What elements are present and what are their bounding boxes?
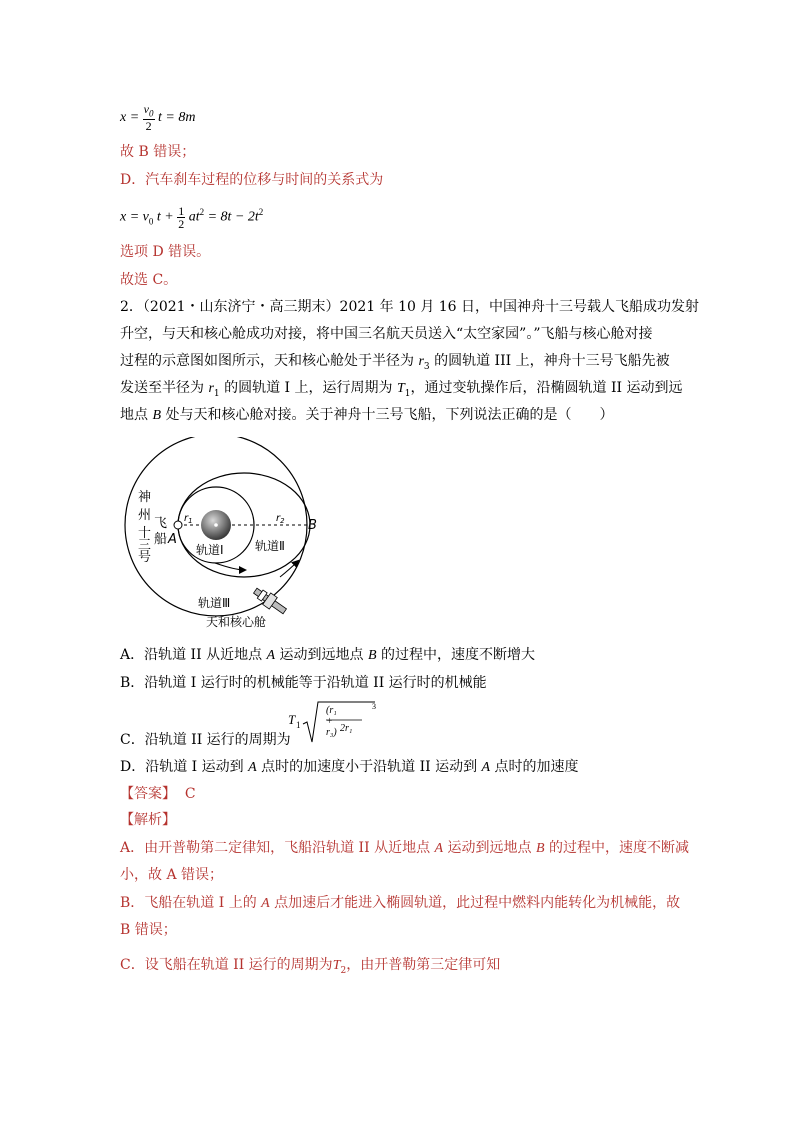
label-shenzhou-5: 号	[138, 550, 152, 565]
equation-position-time: $x = v_0$ t + $\frac{1}{2}$ $at^2 = 8t - 2t^2$	[120, 203, 264, 231]
analysis-b-line-1: B．飞船在轨道 I 上的 A 点加速后才能进入椭圆轨道，此过程中燃料内能转化为机械能，故	[120, 895, 681, 911]
label-orbit-3: 轨道Ⅲ	[198, 596, 231, 610]
label-orbit-1: 轨道Ⅰ	[196, 543, 224, 557]
label-feichuan-2: 船	[154, 532, 168, 547]
orbit-diagram	[120, 437, 320, 632]
label-shenzhou-3: 十	[138, 526, 152, 541]
space-station	[251, 585, 289, 617]
option-b: B．沿轨道 I 运行时的机械能等于沿轨道 II 运行时的机械能	[120, 675, 487, 691]
b-wrong-line: 故 B 错误；	[120, 144, 196, 160]
d-wrong-line: 选项 D 错误。	[120, 244, 211, 260]
analysis-b-line-2: B 错误；	[120, 922, 177, 938]
question-line-1: 2．（2021・山东济宁・高三期末）2021 年 10 月 16 日，中国神舟十三号载人飞船成功发射	[120, 299, 700, 315]
label-point-a: A	[168, 532, 177, 547]
label-station: 天和核心舱	[206, 615, 267, 629]
label-shenzhou-2: 州	[138, 508, 152, 523]
label-orbit-2: 轨道Ⅱ	[255, 539, 285, 553]
label-shenzhou-4: 三	[138, 538, 152, 553]
label-shenzhou-1: 神	[138, 490, 152, 505]
svg-text:r2: $r_2$	[276, 513, 285, 525]
question-line-4: 发送至半径为 $r_1$ 的圆轨道 I 上，运行周期为 $T_1$，通过变轨操作后，沿椭圆轨道 II 运动到远	[120, 380, 683, 399]
question-line-2: 升空，与天和核心舱成功对接，将中国三名航天员送入“太空家园”。”飞船与核心舱对接	[120, 326, 653, 342]
option-a: A．沿轨道 II 从近地点 A 运动到远地点 B 的过程中，速度不断增大	[120, 647, 536, 663]
question-line-3: 过程的示意图如图所示，天和核心舱处于半径为 $r_3$ 的圆轨道 III 上，神舟十三号飞船先被	[120, 353, 670, 372]
fraction: $\frac{1}{2}$	[178, 203, 185, 231]
earth-center	[214, 523, 218, 527]
analysis-a-line-1: A．由开普勒第二定律知，飞船沿轨道 II 从近地点 A 运动到远地点 B 的过程中，速度不断减	[120, 840, 690, 856]
answer-c-line: 故选 C。	[120, 272, 178, 288]
equation-displacement: x = $\frac{v_0}{2}$ t = 8m	[120, 102, 196, 134]
question-line-5: 地点 B 处与天和核心舱对接。关于神舟十三号飞船，下列说法正确的是（ ）	[120, 407, 614, 423]
analysis-a-line-2: 小，故 A 错误；	[120, 867, 224, 883]
d-heading-line: D．汽车刹车过程的位移与时间的关系式为	[120, 172, 384, 188]
label-feichuan-1: 飞	[154, 516, 168, 531]
analysis-label: 【解析】	[120, 812, 176, 828]
option-c: C．沿轨道 II 运行的周期为	[120, 732, 291, 748]
svg-text:r1: $r_1$	[184, 513, 193, 525]
orbit-1-arrow	[215, 563, 245, 570]
label-r2: r	[276, 513, 281, 524]
analysis-c-line-1: C．设飞船在轨道 II 运行的周期为$T_2$，由开普勒第三定律可知	[120, 957, 501, 976]
fraction: $\frac{v_0}{2}$	[143, 102, 154, 134]
spaceship-marker	[174, 521, 182, 529]
answer-line: 【答案】 C	[120, 786, 196, 802]
option-d: D．沿轨道 I 运动到 A 点时的加速度小于沿轨道 II 运动到 A 点时的加速度	[120, 759, 579, 775]
sqrt-sign	[302, 700, 376, 744]
label-point-b: B	[308, 518, 317, 533]
label-r1: r	[184, 513, 189, 524]
